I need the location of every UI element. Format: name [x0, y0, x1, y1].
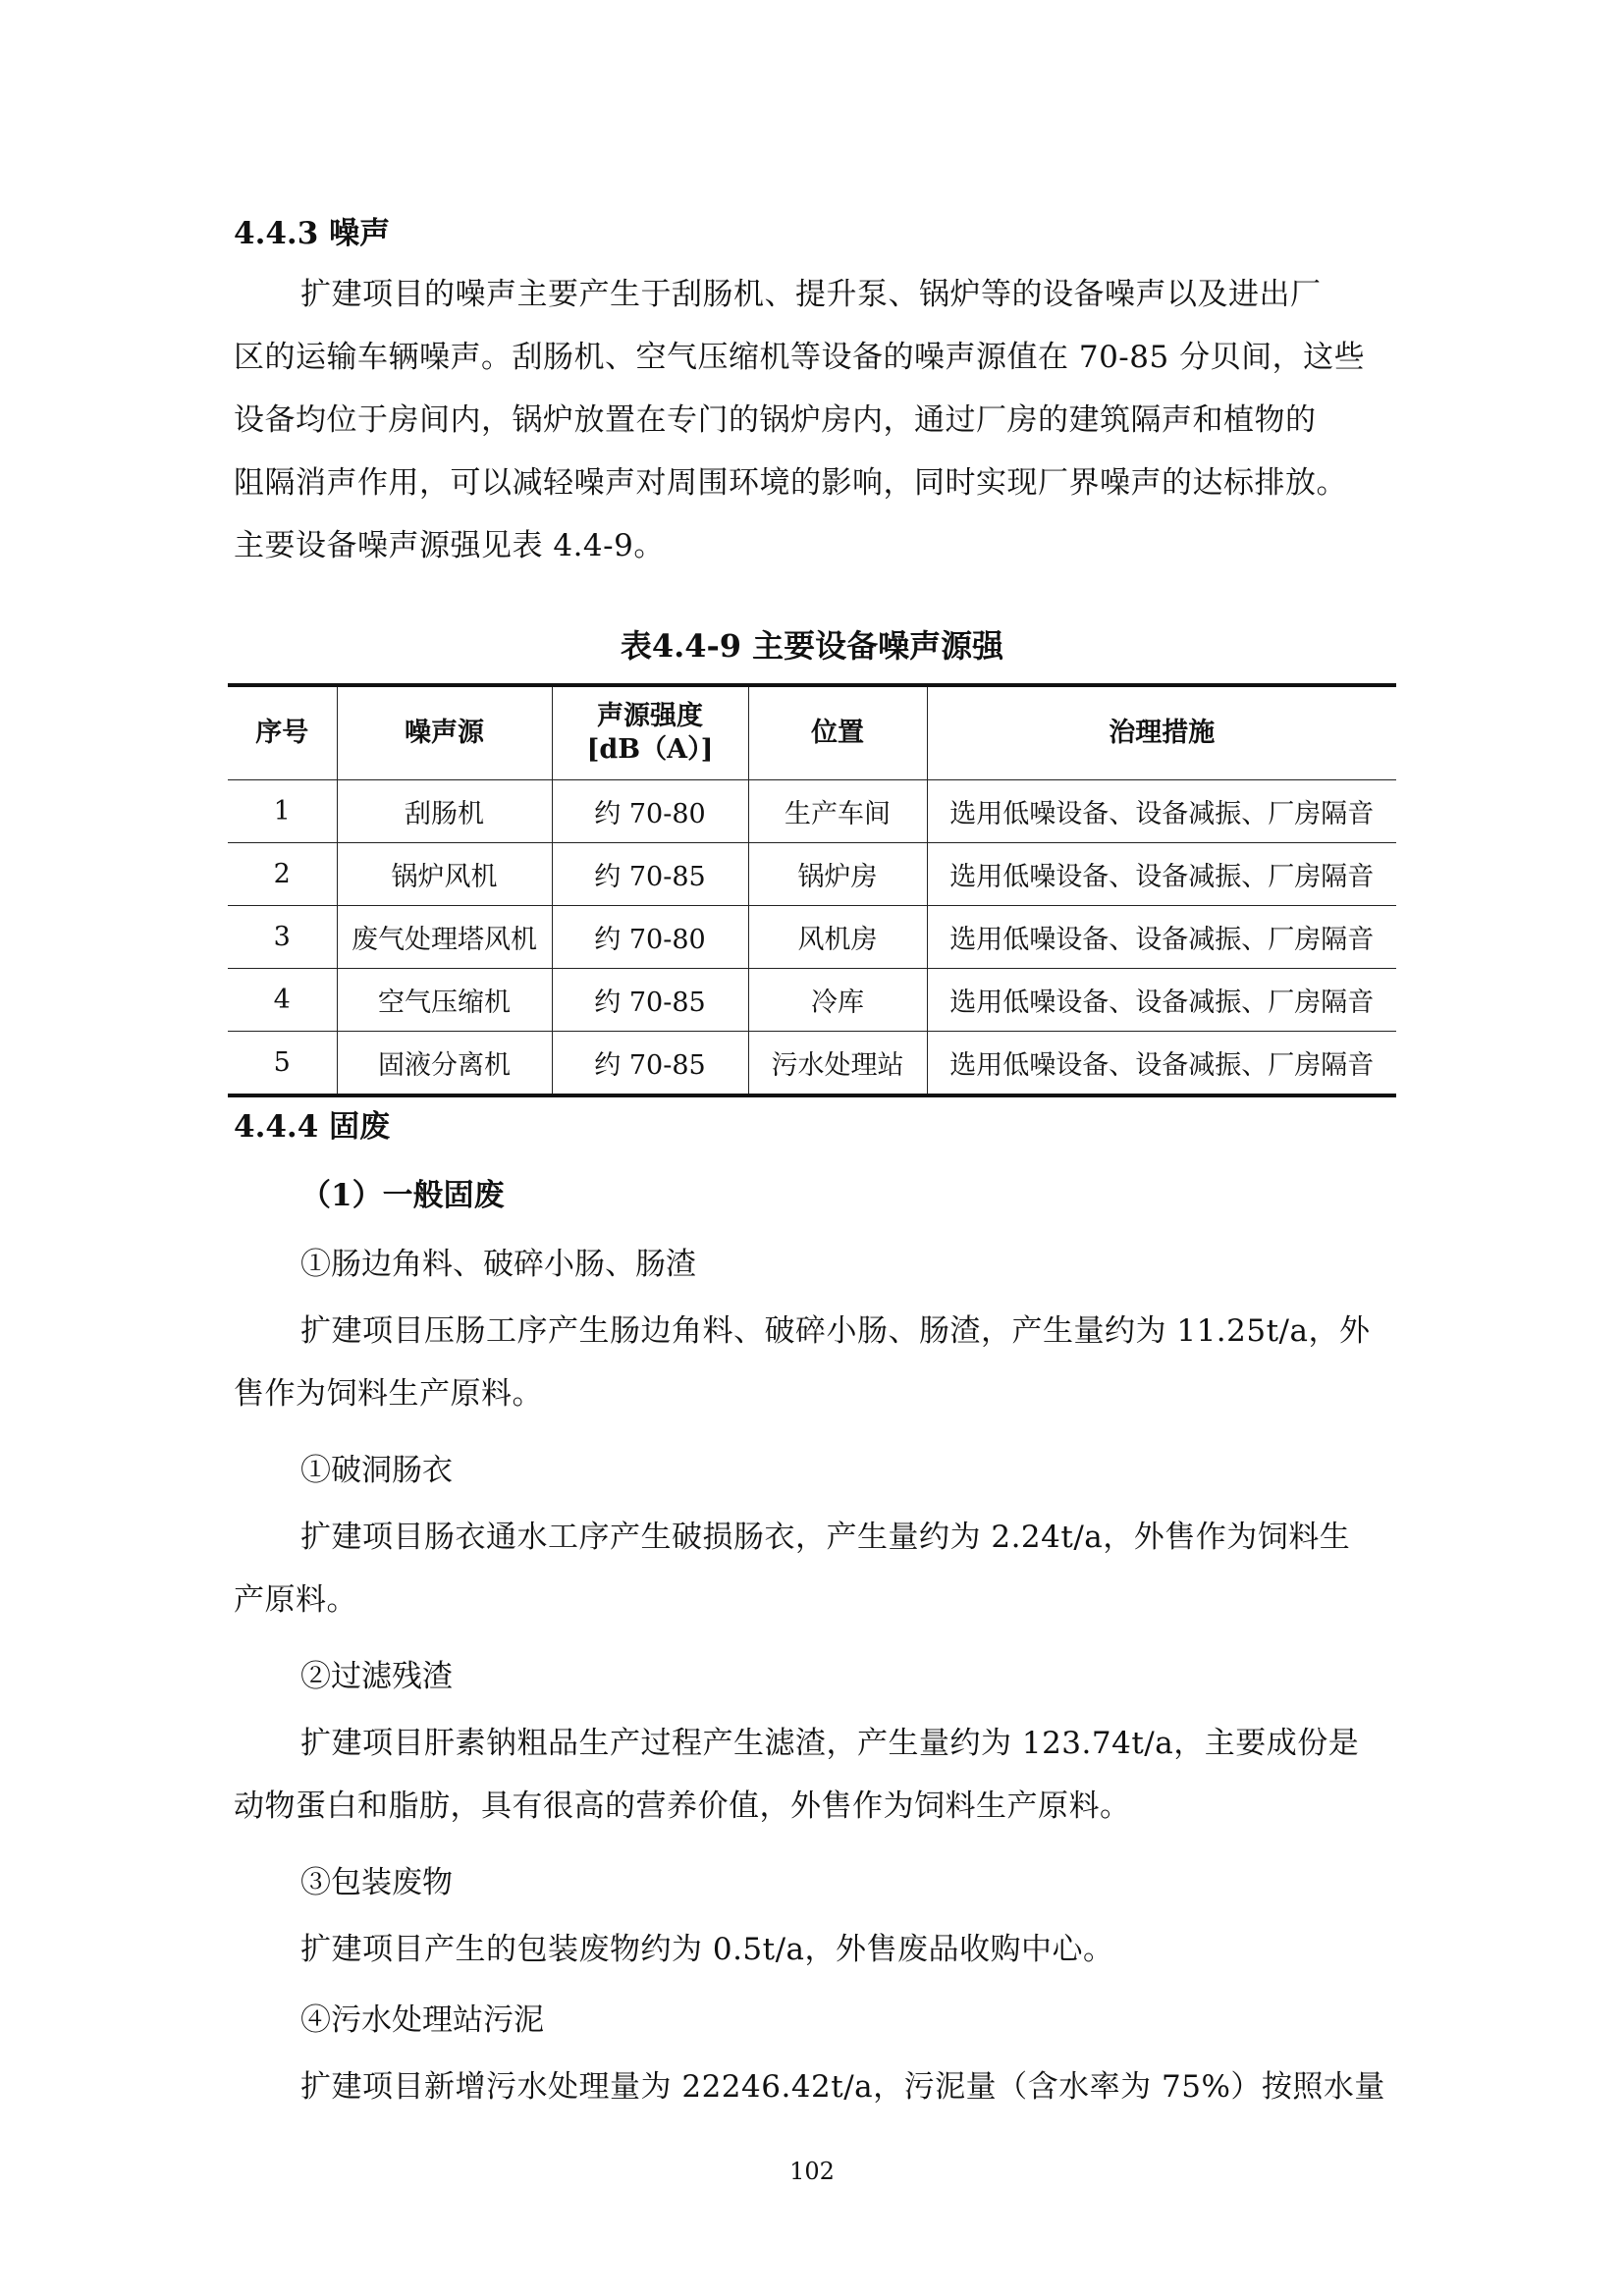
cell-measures: 选用低噪设备、设备减振、厂房隔音 — [927, 969, 1396, 1032]
header-location: 位置 — [748, 685, 927, 780]
section-heading-solid-waste: 4.4.4 固废 — [234, 1109, 391, 1145]
header-intensity-unit: [dB（A）] — [586, 734, 714, 765]
cell-intensity: 约 70-85 — [552, 843, 748, 906]
header-measures: 治理措施 — [927, 685, 1396, 780]
header-source: 噪声源 — [337, 685, 552, 780]
para-line: 扩建项目产生的包装废物约为 0.5t/a，外售废品收购中心。 — [300, 1932, 1114, 1967]
cell-location: 风机房 — [748, 906, 927, 969]
para-line: 扩建项目肠衣通水工序产生破损肠衣，产生量约为 2.24t/a，外售作为饲料生 — [300, 1520, 1351, 1555]
para-line: 产原料。 — [234, 1582, 357, 1618]
table-row — [228, 843, 1396, 906]
para-line: 售作为饲料生产原料。 — [234, 1376, 543, 1412]
para-line: 扩建项目压肠工序产生肠边角料、破碎小肠、肠渣，产生量约为 11.25t/a，外 — [300, 1313, 1371, 1349]
cell-source: 空气压缩机 — [337, 969, 552, 1032]
para-line: 区的运输车辆噪声。刮肠机、空气压缩机等设备的噪声源值在 70-85 分贝间，这些 — [234, 340, 1366, 375]
cell-measures: 选用低噪设备、设备减振、厂房隔音 — [927, 780, 1396, 843]
header-index: 序号 — [228, 685, 337, 780]
cell-index: 1 — [228, 780, 337, 843]
table-row — [228, 969, 1396, 1032]
table-row — [228, 1032, 1396, 1096]
paragraph-noise — [234, 263, 1402, 577]
cell-location: 生产车间 — [748, 780, 927, 843]
page-number: 102 — [789, 2158, 835, 2185]
cell-location: 锅炉房 — [748, 843, 927, 906]
cell-intensity: 约 70-80 — [552, 780, 748, 843]
para-line: 阻隔消声作用，可以减轻噪声对周围环境的影响，同时实现厂界噪声的达标排放。 — [234, 465, 1347, 501]
cell-index: 3 — [228, 906, 337, 969]
table-caption: 表4.4-9 主要设备噪声源强 — [620, 627, 1004, 665]
cell-source: 固液分离机 — [337, 1032, 552, 1096]
paragraph-item3 — [234, 1712, 1402, 1838]
paragraph-item2 — [234, 1506, 1402, 1631]
cell-location: 冷库 — [748, 969, 927, 1032]
cell-measures: 选用低噪设备、设备减振、厂房隔音 — [927, 843, 1396, 906]
paragraph-item4 — [234, 1918, 1402, 1981]
cell-source: 锅炉风机 — [337, 843, 552, 906]
item-title: ③包装废物 — [300, 1865, 453, 1900]
table-row — [228, 906, 1396, 969]
cell-index: 5 — [228, 1032, 337, 1096]
section-heading-noise: 4.4.3 噪声 — [234, 216, 391, 251]
header-intensity — [552, 685, 748, 780]
para-line: 扩建项目新增污水处理量为 22246.42t/a，污泥量（含水率为 75%）按照水量 — [300, 2069, 1385, 2105]
item-title: ①破洞肠衣 — [300, 1453, 453, 1488]
cell-intensity: 约 70-80 — [552, 906, 748, 969]
cell-location: 污水处理站 — [748, 1032, 927, 1096]
para-line: 主要设备噪声源强见表 4.4-9。 — [234, 528, 665, 563]
paragraph-item1 — [234, 1300, 1402, 1425]
item-title: ①肠边角料、破碎小肠、肠渣 — [300, 1247, 696, 1282]
table-row — [228, 780, 1396, 843]
item-title: ④污水处理站污泥 — [300, 2002, 544, 2038]
cell-source: 刮肠机 — [337, 780, 552, 843]
cell-measures: 选用低噪设备、设备减振、厂房隔音 — [927, 906, 1396, 969]
subheading-general-waste: （1）一般固废 — [300, 1178, 505, 1213]
para-line: 设备均位于房间内，锅炉放置在专门的锅炉房内，通过厂房的建筑隔声和植物的 — [234, 402, 1317, 438]
para-line: 动物蛋白和脂肪，具有很高的营养价值，外售作为饲料生产原料。 — [234, 1789, 1131, 1824]
para-line: 扩建项目肝素钠粗品生产过程产生滤渣，产生量约为 123.74t/a，主要成份是 — [300, 1726, 1360, 1761]
table-header-row — [228, 685, 1396, 780]
cell-source: 废气处理塔风机 — [337, 906, 552, 969]
header-intensity-line1: 声源强度 — [597, 701, 703, 731]
cell-intensity: 约 70-85 — [552, 1032, 748, 1096]
cell-index: 2 — [228, 843, 337, 906]
para-line: 扩建项目的噪声主要产生于刮肠机、提升泵、锅炉等的设备噪声以及进出厂 — [300, 277, 1322, 312]
noise-source-table — [228, 683, 1396, 1097]
item-title: ②过滤残渣 — [300, 1659, 453, 1694]
cell-measures: 选用低噪设备、设备减振、厂房隔音 — [927, 1032, 1396, 1096]
cell-index: 4 — [228, 969, 337, 1032]
paragraph-item5 — [234, 2056, 1402, 2118]
cell-intensity: 约 70-85 — [552, 969, 748, 1032]
